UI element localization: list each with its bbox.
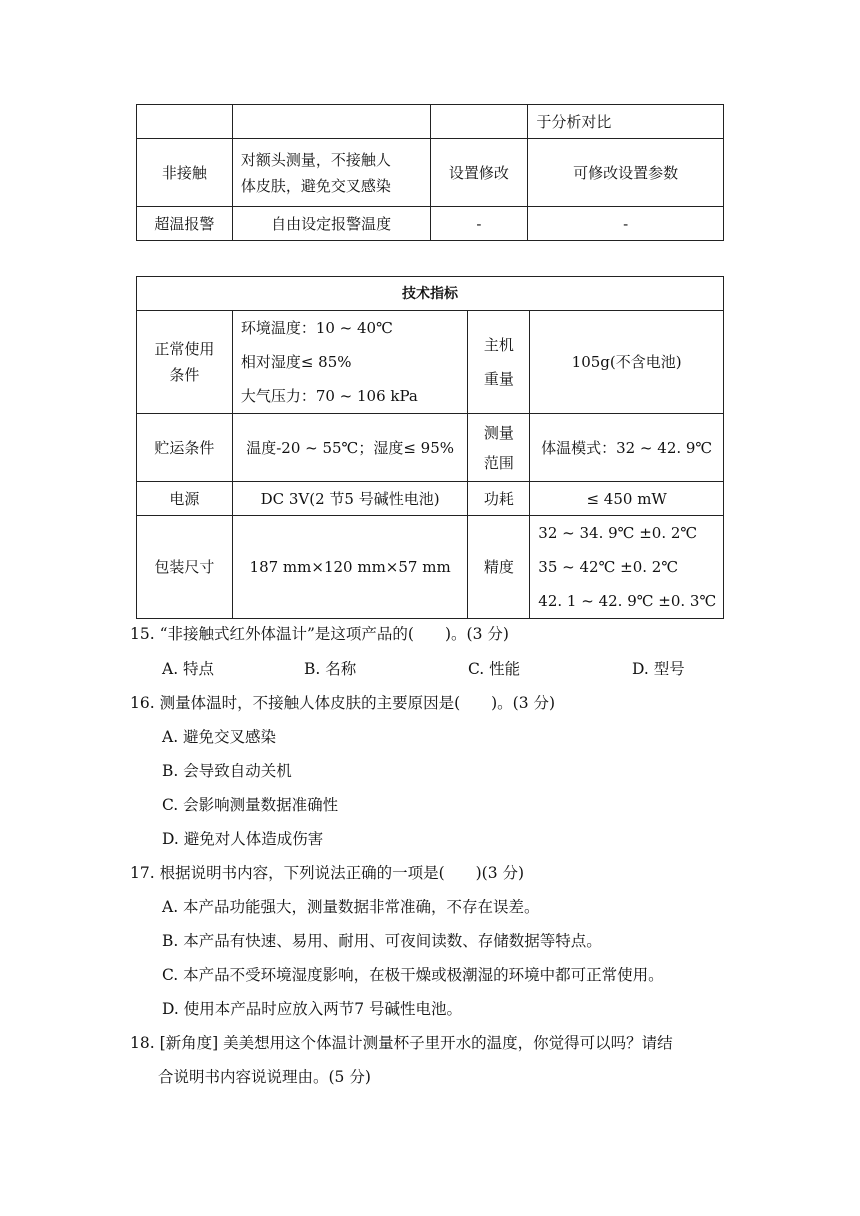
spec-table [136, 276, 724, 619]
table-cell: 设置修改 [430, 139, 528, 207]
cell-line: 35 ~ 42℃ ±0. 2℃ [538, 558, 679, 576]
cell-line: 主机 [483, 336, 514, 354]
table-row [137, 139, 724, 207]
option-d: D. 型号 [632, 660, 685, 678]
option-a: A. 避免交叉感染 [162, 728, 277, 746]
cell-line: 正常使用 [154, 340, 215, 358]
table-cell: 于分析对比 [528, 105, 724, 139]
feature-table [136, 104, 724, 241]
table-cell: 非接触 [137, 139, 233, 207]
table-cell: 体温模式：32 ~ 42. 9℃ [530, 414, 724, 482]
question-15-stem: 15. “非接触式红外体温计”是这项产品的( )。(3 分) [130, 625, 509, 643]
cell-line: 体皮肤，避免交叉感染 [240, 176, 391, 195]
question-16-stem: 16. 测量体温时，不接触人体皮肤的主要原因是( )。(3 分) [130, 694, 556, 712]
cell-line: 42. 1 ~ 42. 9℃ ±0. 3℃ [538, 592, 717, 610]
option-d: D. 避免对人体造成伤害 [162, 830, 324, 848]
table-cell: 包装尺寸 [137, 516, 233, 619]
table-row [137, 482, 724, 516]
spec-table-header: 技术指标 [137, 277, 724, 311]
question-18-stem: 18. [新角度] 美美想用这个体温计测量杯子里开水的温度，你觉得可以吗？请结 [130, 1034, 673, 1052]
cell-line: 重量 [483, 370, 514, 388]
table-cell: 电源 [137, 482, 233, 516]
table-cell: 105g(不含电池) [530, 311, 724, 414]
table-cell [137, 105, 233, 139]
table-cell: DC 3V(2 节5 号碱性电池) [232, 482, 468, 516]
option-d: D. 使用本产品时应放入两节7 号碱性电池。 [162, 1000, 463, 1018]
table-row [137, 311, 724, 414]
table-cell: 精度 [468, 516, 530, 619]
table-cell [232, 139, 430, 207]
option-a: A. 特点 [162, 660, 215, 678]
option-c: C. 本产品不受环境湿度影响，在极干燥或极潮湿的环境中都可正常使用。 [162, 966, 664, 984]
table-cell: 功耗 [468, 482, 530, 516]
table-cell: 自由设定报警温度 [232, 207, 430, 241]
table-cell [530, 516, 724, 619]
table-cell [430, 105, 528, 139]
table-cell: - [430, 207, 528, 241]
table-row [137, 277, 724, 311]
cell-line: 相对湿度≤ 85% [240, 353, 352, 371]
table-cell: ≤ 450 mW [530, 482, 724, 516]
option-b: B. 名称 [304, 660, 357, 678]
table-cell [137, 311, 233, 414]
table-cell [232, 311, 468, 414]
option-a: A. 本产品功能强大，测量数据非常准确，不存在误差。 [162, 898, 540, 916]
table-cell: 温度-20 ~ 55℃；湿度≤ 95% [232, 414, 468, 482]
table-cell [468, 311, 530, 414]
cell-line: 条件 [169, 366, 200, 384]
table-cell: 贮运条件 [137, 414, 233, 482]
option-b: B. 会导致自动关机 [162, 762, 292, 780]
table-cell: - [528, 207, 724, 241]
question-18-stem-continued: 合说明书内容说说理由。(5 分) [158, 1068, 371, 1086]
question-17-stem: 17. 根据说明书内容，下列说法正确的一项是( )(3 分) [130, 864, 525, 882]
option-c: C. 性能 [468, 660, 521, 678]
cell-line: 大气压力：70 ~ 106 kPa [240, 387, 418, 405]
option-c: C. 会影响测量数据准确性 [162, 796, 339, 814]
table-cell [468, 414, 530, 482]
table-cell: 187 mm×120 mm×57 mm [232, 516, 468, 619]
table-row [137, 207, 724, 241]
cell-line: 对额头测量，不接触人 [240, 150, 391, 169]
cell-line: 32 ~ 34. 9℃ ±0. 2℃ [538, 524, 698, 542]
table-cell: 可修改设置参数 [528, 139, 724, 207]
table-row [137, 105, 724, 139]
cell-line: 环境温度：10 ~ 40℃ [240, 319, 393, 337]
table-cell: 超温报警 [137, 207, 233, 241]
cell-line: 测量 [483, 423, 514, 442]
cell-line: 范围 [483, 453, 514, 472]
option-b: B. 本产品有快速、易用、耐用、可夜间读数、存储数据等特点。 [162, 932, 602, 950]
table-row [137, 414, 724, 482]
table-row [137, 516, 724, 619]
table-cell [232, 105, 430, 139]
